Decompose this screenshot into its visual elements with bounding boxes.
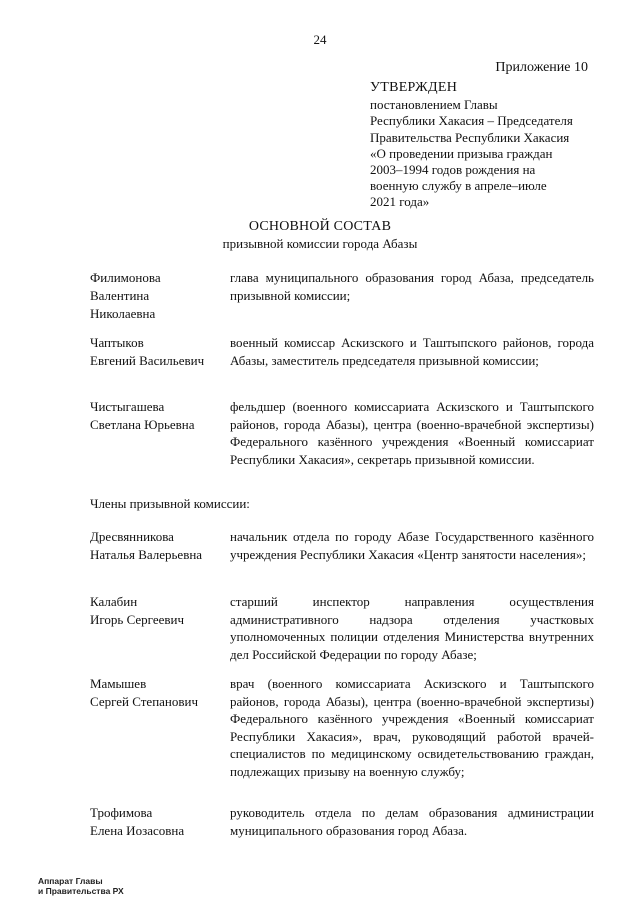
member-given-name: Светлана Юрьевна xyxy=(90,417,195,432)
member-name xyxy=(90,804,225,840)
member-name xyxy=(90,528,225,564)
page-number: 24 xyxy=(313,32,327,47)
approval-line: 2003–1994 годов рождения на xyxy=(370,162,536,178)
approval-block xyxy=(370,80,600,211)
member-role: глава муниципального образования город Абаза, председатель призывной комиссии; xyxy=(230,270,594,303)
member-role: начальник отдела по городу Абазе Государственного казённого учреждения Республики Хакасия «Центр занятости населения»; xyxy=(230,529,594,562)
footer-stamp xyxy=(38,876,124,896)
member-patronymic: Николаевна xyxy=(90,306,156,321)
member-surname: Дресвянникова xyxy=(90,529,174,544)
member-given-name: Игорь Сергеевич xyxy=(90,612,185,627)
approval-line: 2021 года» xyxy=(370,194,430,210)
member-role: старший инспектор направления осуществления административного надзора отделения участковых уполномоченных полиции отделения Министерства внутренних дел Российской Федерации по городу Абазе; xyxy=(230,594,594,662)
member-name xyxy=(90,334,225,370)
member-surname: Филимонова xyxy=(90,270,161,285)
member-role: врач (военного комиссариата Аскизского и Таштыпского районов, города Абазы), центра (военно-врачебной экспертизы) Федерального казённого учреждения «Военный комиссариат Республики Хакасия», врач, руководящий работой врачей-специалистов по медицинскому освидетельствованию граждан, подлежащих призыву на военную службу; xyxy=(230,676,594,779)
document-title: ОСНОВНОЙ СОСТАВ xyxy=(248,219,392,234)
footer-line: Аппарат Главы xyxy=(38,876,103,886)
approval-line: Правительства Республики Хакасия xyxy=(370,129,570,145)
member-surname: Чаптыков xyxy=(90,335,144,350)
member-name xyxy=(90,398,225,434)
approval-line: военную службу в апреле–июле xyxy=(370,178,547,194)
footer-line: и Правительства РХ xyxy=(38,886,124,896)
document-subtitle: призывной комиссии города Абазы xyxy=(222,236,418,251)
approval-line: постановлением Главы xyxy=(370,97,498,113)
appendix-label: Приложение 10 xyxy=(495,60,588,75)
approval-line: «О проведении призыва граждан xyxy=(370,145,553,161)
member-name xyxy=(90,593,225,629)
member-name xyxy=(90,675,225,711)
approval-line: Республики Хакасия – Председателя xyxy=(370,113,573,129)
member-role: фельдшер (военного комиссариата Аскизского и Таштыпского районов, города Абазы), центра (военно-врачебной экспертизы) Федерального казённого учреждения «Военный комиссариат Республики Хакасия», секретарь призывной комиссии. xyxy=(230,399,594,467)
members-section-label: Члены призывной комиссии: xyxy=(90,496,250,511)
member-given-name: Наталья Валерьевна xyxy=(90,547,203,562)
member-surname: Мамышев xyxy=(90,676,147,691)
member-surname: Калабин xyxy=(90,594,138,609)
member-given-name: Елена Иозасовна xyxy=(90,823,185,838)
member-name xyxy=(90,269,225,323)
approval-heading: УТВЕРЖДЕН xyxy=(370,80,458,95)
member-role: военный комиссар Аскизского и Таштыпского районов, города Абазы, заместитель председателя призывной комиссии; xyxy=(230,335,594,368)
member-given-name: Евгений Васильевич xyxy=(90,353,205,368)
member-given-name: Сергей Степанович xyxy=(90,694,199,709)
member-role: руководитель отдела по делам образования администрации муниципального образования город Абаза. xyxy=(230,805,594,838)
member-given-name: Валентина xyxy=(90,288,150,303)
member-surname: Чистыгашева xyxy=(90,399,165,414)
member-surname: Трофимова xyxy=(90,805,153,820)
